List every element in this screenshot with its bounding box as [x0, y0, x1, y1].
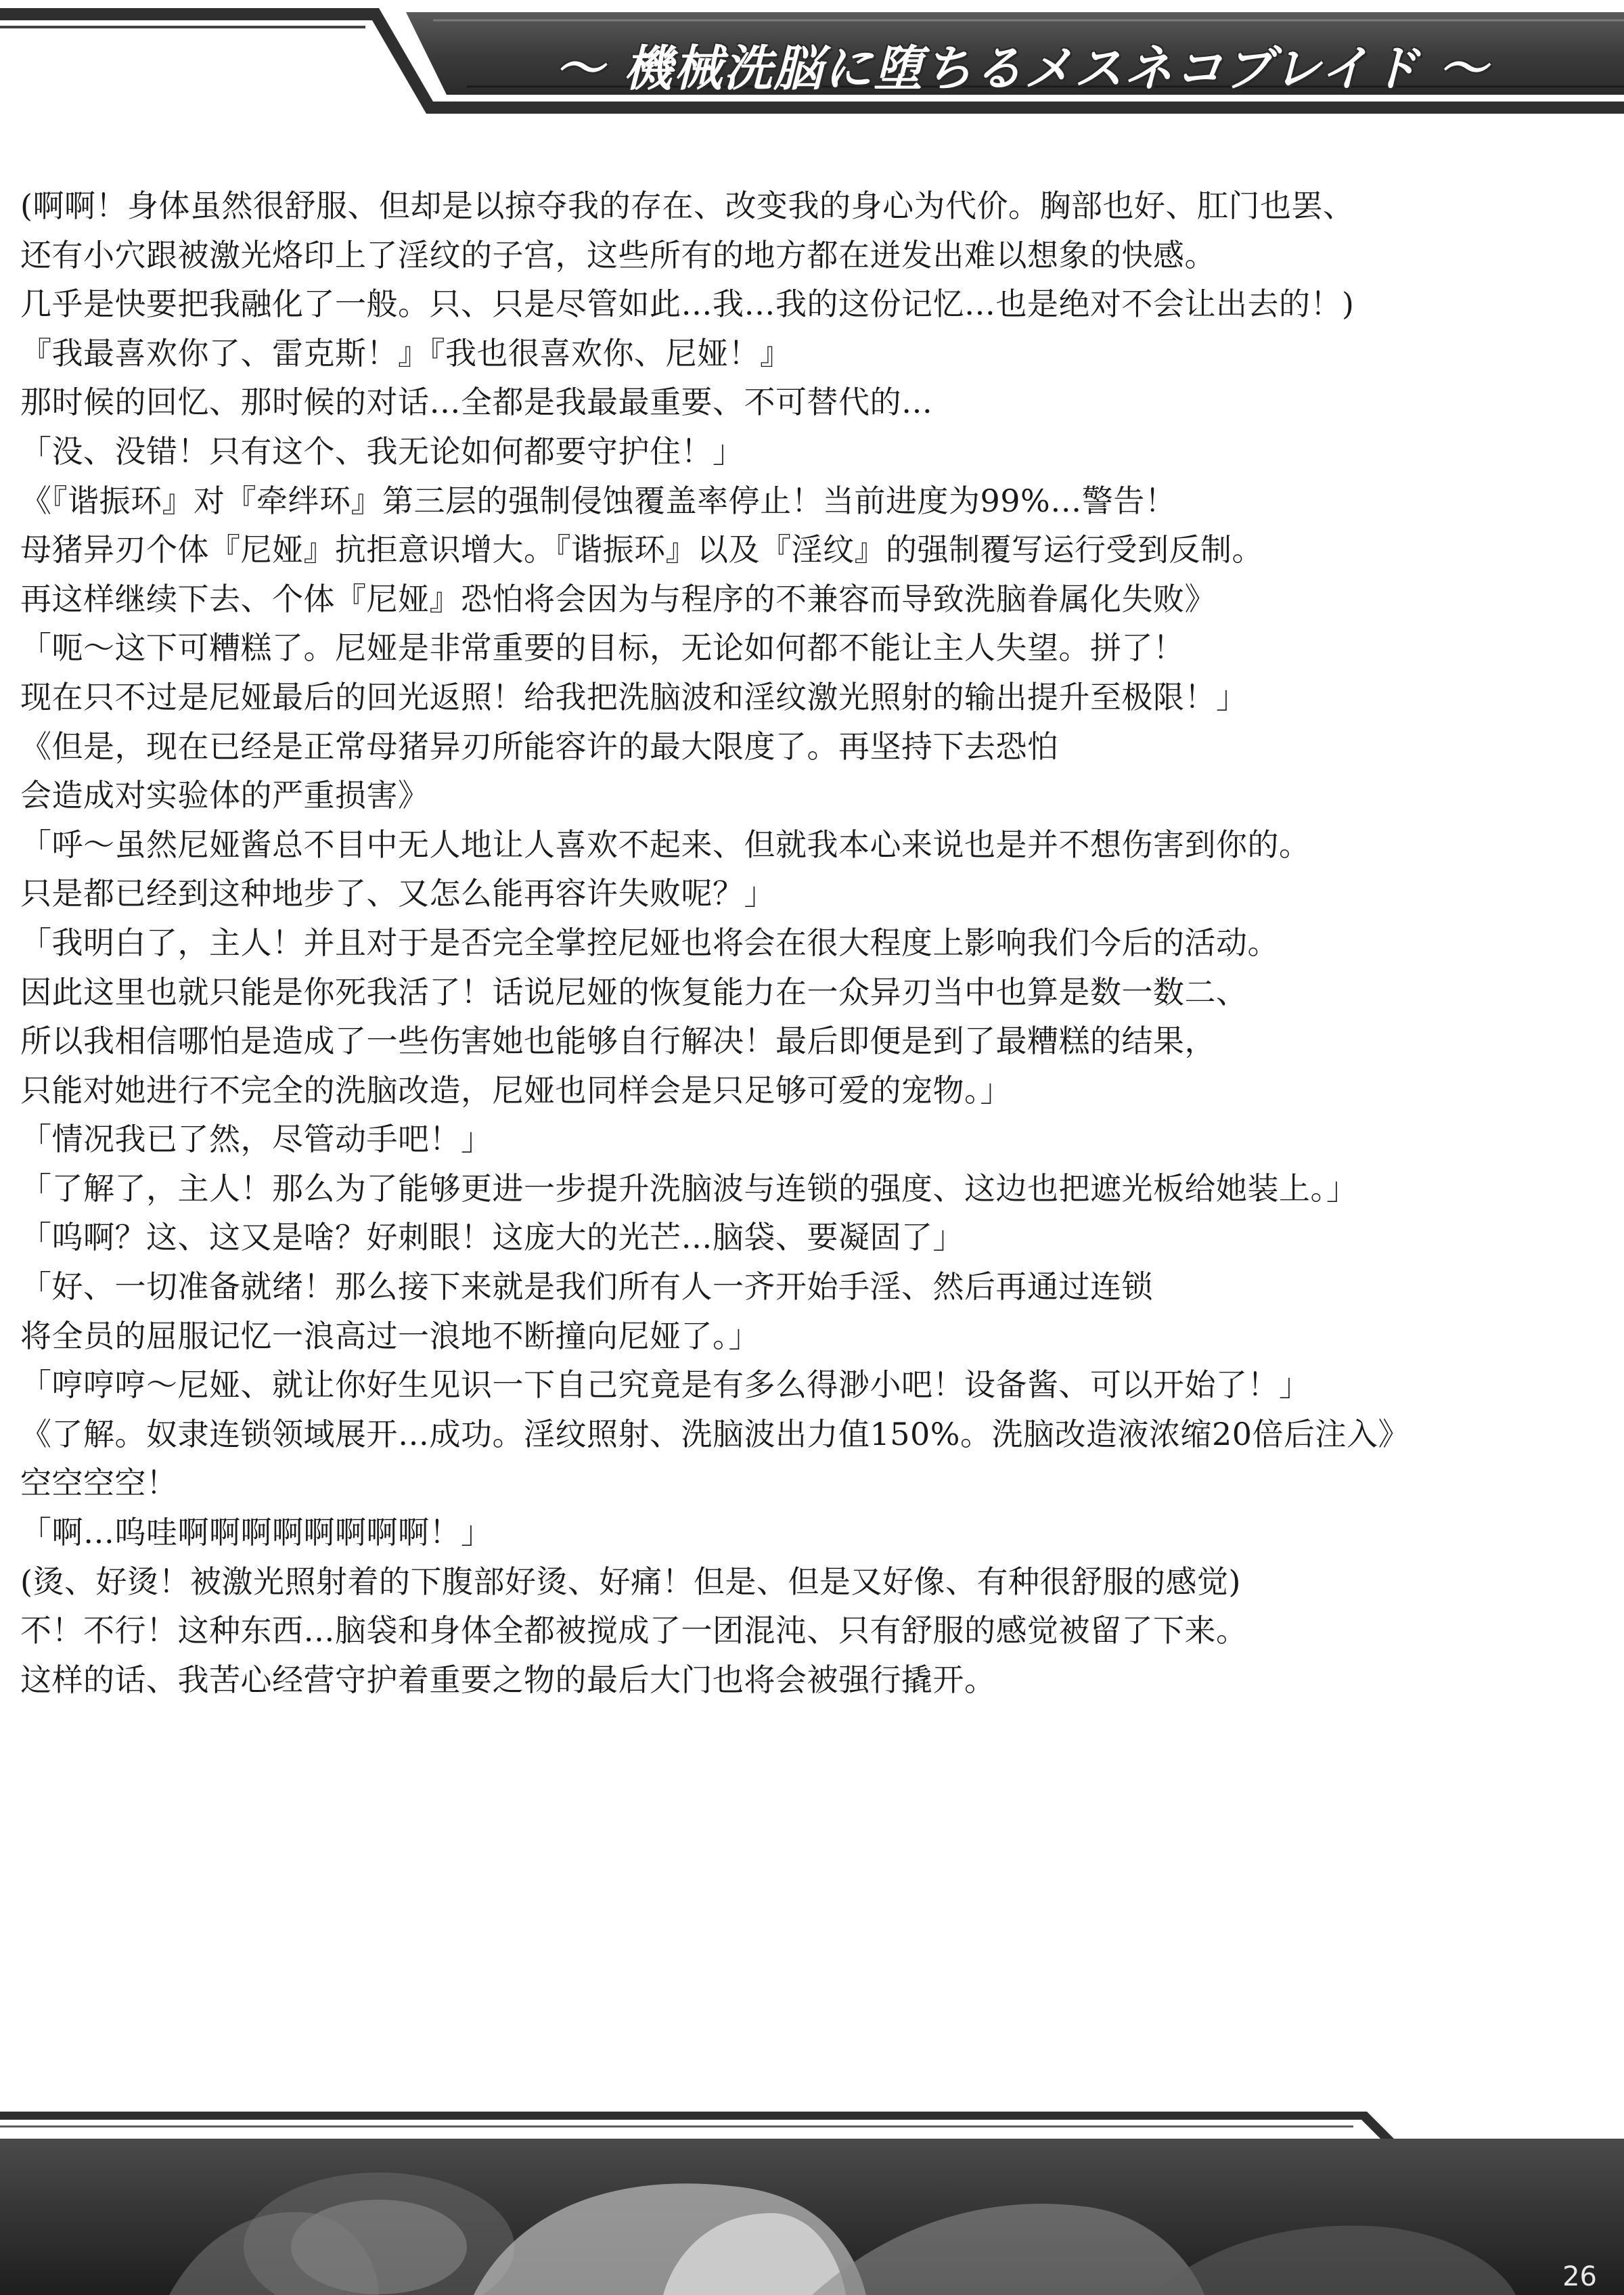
text-line: 《但是，现在已经是正常母猪异刃所能容许的最大限度了。再坚持下去恐怕: [20, 728, 1059, 765]
text-line: 「呼～虽然尼娅酱总不目中无人地让人喜欢不起来、但就我本心来说也是并不想伤害到你的。: [20, 826, 1311, 863]
text-line: 会造成对实验体的严重损害》: [20, 777, 430, 814]
text-line: 只能对她进行不完全的洗脑改造，尼娅也同样会是只足够可爱的宠物。」: [20, 1071, 1012, 1109]
text-line: 《『谐振环』对『牵绊环』第三层的强制侵蚀覆盖率停止！当前进度为99%…警告！: [20, 482, 1177, 519]
text-line: 「情况我已了然，尽管动手吧！」: [20, 1121, 493, 1158]
text-line: 「了解了，主人！那么为了能够更进一步提升洗脑波与连锁的强度、这边也把遮光板给她装上。」: [20, 1169, 1358, 1207]
text-line: 不！不行！这种东西…脑袋和身体全都被搅成了一团混沌、只有舒服的感觉被留了下来。: [20, 1612, 1248, 1649]
text-line: 「呜啊？这、这又是啥？好刺眼！这庞大的光芒…脑袋、要凝固了」: [20, 1219, 964, 1256]
footer-illustration: [0, 2112, 1624, 2295]
text-line: (烫、好烫！被激光照射着的下腹部好烫、好痛！但是、但是又好像、有种很舒服的感觉): [20, 1563, 1241, 1600]
text-line: 「我明白了，主人！并且对于是否完全掌控尼娅也将会在很大程度上影响我们今后的活动。: [20, 924, 1279, 961]
text-line: 「呃～这下可糟糕了。尼娅是非常重要的目标，无论如何都不能让主人失望。拼了！: [20, 629, 1185, 667]
text-line: 「哼哼哼～尼娅、就让你好生见识一下自己究竟是有多么得渺小吧！设备酱、可以开始了！」: [20, 1366, 1311, 1404]
text-line: 「没、没错！只有这个、我无论如何都要守护住！」: [20, 432, 744, 470]
text-line: 「好、一切准备就绪！那么接下来就是我们所有人一齐开始手淫、然后再通过连锁: [20, 1268, 1153, 1306]
page-number: 26: [1562, 2261, 1597, 2292]
text-line: 将全员的屈服记忆一浪高过一浪地不断撞向尼娅了。」: [20, 1317, 760, 1354]
text-line: 那时候的回忆、那时候的对话…全都是我最最重要、不可替代的…: [20, 384, 933, 421]
text-line: 『我最喜欢你了、雷克斯！』『我也很喜欢你、尼娅！』: [20, 334, 792, 372]
text-line: 母猪异刃个体『尼娅』抗拒意识增大。『谐振环』以及『淫纹』的强制覆写运行受到反制。: [20, 531, 1263, 569]
text-line: 因此这里也就只能是你死我活了！话说尼娅的恢复能力在一众异刃当中也算是数一数二、: [20, 973, 1248, 1010]
text-line: 只是都已经到这种地步了、又怎么能再容许失败呢？」: [20, 875, 775, 912]
text-line: 还有小穴跟被激光烙印上了淫纹的子宫，这些所有的地方都在迸发出难以想象的快感。: [20, 236, 1216, 273]
footer-banner: [0, 2112, 1624, 2295]
text-line: 「啊…呜哇啊啊啊啊啊啊啊啊！」: [20, 1514, 493, 1551]
text-line: 这样的话、我苦心经营守护着重要之物的最后大门也将会被强行撬开。: [20, 1661, 996, 1698]
text-line: (啊啊！身体虽然很舒服、但却是以掠夺我的存在、改变我的身心为代价。胸部也好、肛门也罢、: [20, 187, 1355, 224]
text-line: 再这样继续下去、个体『尼娅』恐怕将会因为与程序的不兼容而导致洗脑眷属化失败》: [20, 580, 1216, 617]
text-line: 现在只不过是尼娅最后的回光返照！给我把洗脑波和淫纹激光照射的输出提升至极限！」: [20, 678, 1248, 715]
text-line: 几乎是快要把我融化了一般。只、只是尽管如此…我…我的这份记忆…也是绝对不会让出去的！): [20, 286, 1355, 323]
header-banner: [0, 0, 1624, 135]
text-line: 空空空空！: [20, 1465, 178, 1502]
text-line: 所以我相信哪怕是造成了一些伤害她也能够自行解决！最后即便是到了最糟糕的结果，: [20, 1023, 1216, 1060]
text-line: 《了解。奴隶连锁领域展开…成功。淫纹照射、洗脑波出力值150%。洗脑改造液浓缩20倍后注入》: [20, 1415, 1410, 1452]
page-title: ～ 機械洗脳に堕ちるメスネコブレイド ～: [555, 40, 1489, 97]
body-text: [20, 181, 1610, 1704]
